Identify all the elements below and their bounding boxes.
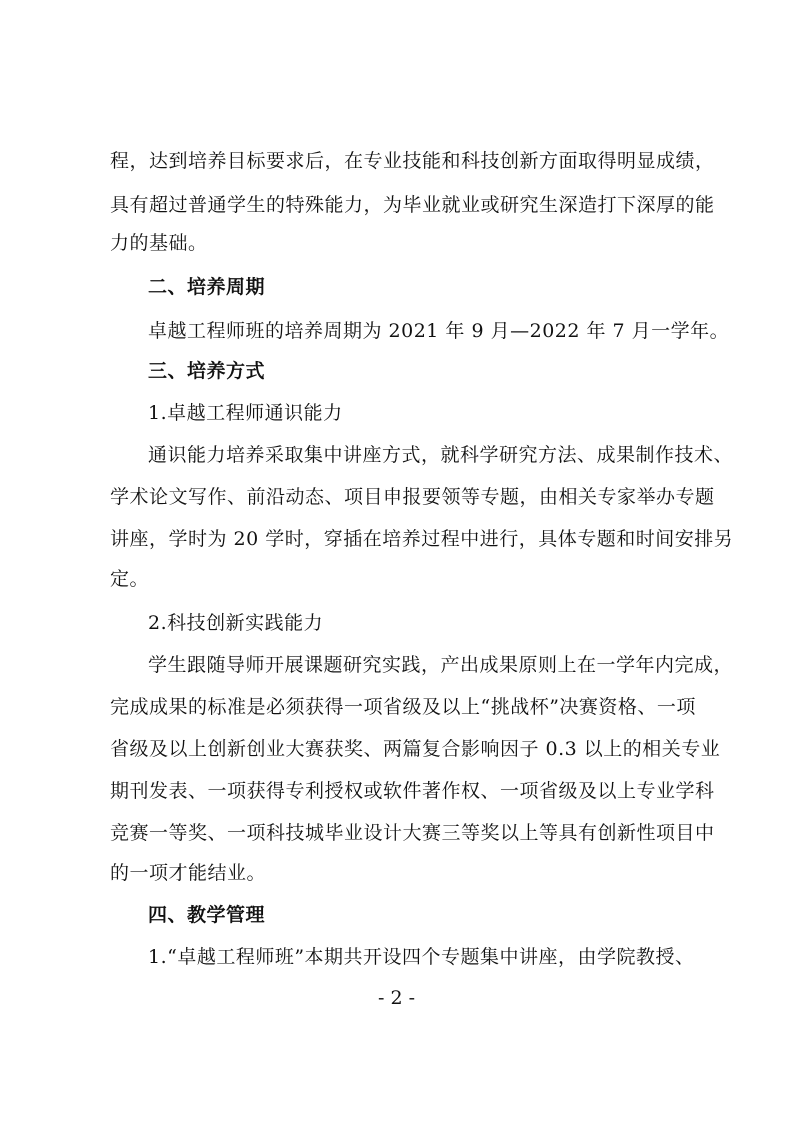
paragraph-line: 省级及以上创新创业大赛获奖、两篇复合影响因子 0.3 以上的相关专业 bbox=[110, 738, 721, 760]
paragraph-line: 具有超过普通学生的特殊能力，为毕业就业或研究生深造打下深厚的能 bbox=[110, 194, 715, 216]
paragraph-line: 学术论文写作、前沿动态、项目申报要领等专题，由相关专家举办专题 bbox=[110, 486, 715, 508]
paragraph-line: 定。 bbox=[110, 568, 150, 590]
section-heading-cycle: 二、培养周期 bbox=[148, 276, 266, 298]
paragraph-line: 1.“卓越工程师班”本期共开设四个专题集中讲座，由学院教授、 bbox=[148, 946, 695, 968]
paragraph-line: 期刊发表、一项获得专利授权或软件著作权、一项省级及以上专业学科 bbox=[110, 780, 715, 802]
paragraph-line: 卓越工程师班的培养周期为 2021 年 9 月—2022 年 7 月一学年。 bbox=[148, 320, 730, 342]
paragraph-line: 通识能力培养采取集中讲座方式，就科学研究方法、成果制作技术、 bbox=[148, 444, 734, 466]
section-heading-method: 三、培养方式 bbox=[148, 360, 266, 382]
paragraph-line: 力的基础。 bbox=[110, 232, 208, 254]
paragraph-line: 学生跟随导师开展课题研究实践，产出成果原则上在一学年内完成， bbox=[148, 654, 734, 676]
paragraph-line: 竞赛一等奖、一项科技城毕业设计大赛三等奖以上等具有创新性项目中 bbox=[110, 822, 715, 844]
subsection-heading: 2.科技创新实践能力 bbox=[148, 612, 324, 634]
section-heading-management: 四、教学管理 bbox=[148, 904, 266, 926]
page-number: - 2 - bbox=[377, 987, 415, 1009]
paragraph-line: 程，达到培养目标要求后，在专业技能和科技创新方面取得明显成绩， bbox=[110, 150, 715, 172]
paragraph-line: 的一项才能结业。 bbox=[110, 862, 267, 884]
subsection-heading: 1.卓越工程师通识能力 bbox=[148, 402, 343, 424]
paragraph-line: 讲座，学时为 20 学时，穿插在培养过程中进行，具体专题和时间安排另 bbox=[110, 528, 734, 550]
paragraph-line: 完成成果的标准是必须获得一项省级及以上“挑战杯”决赛资格、一项 bbox=[110, 696, 696, 718]
